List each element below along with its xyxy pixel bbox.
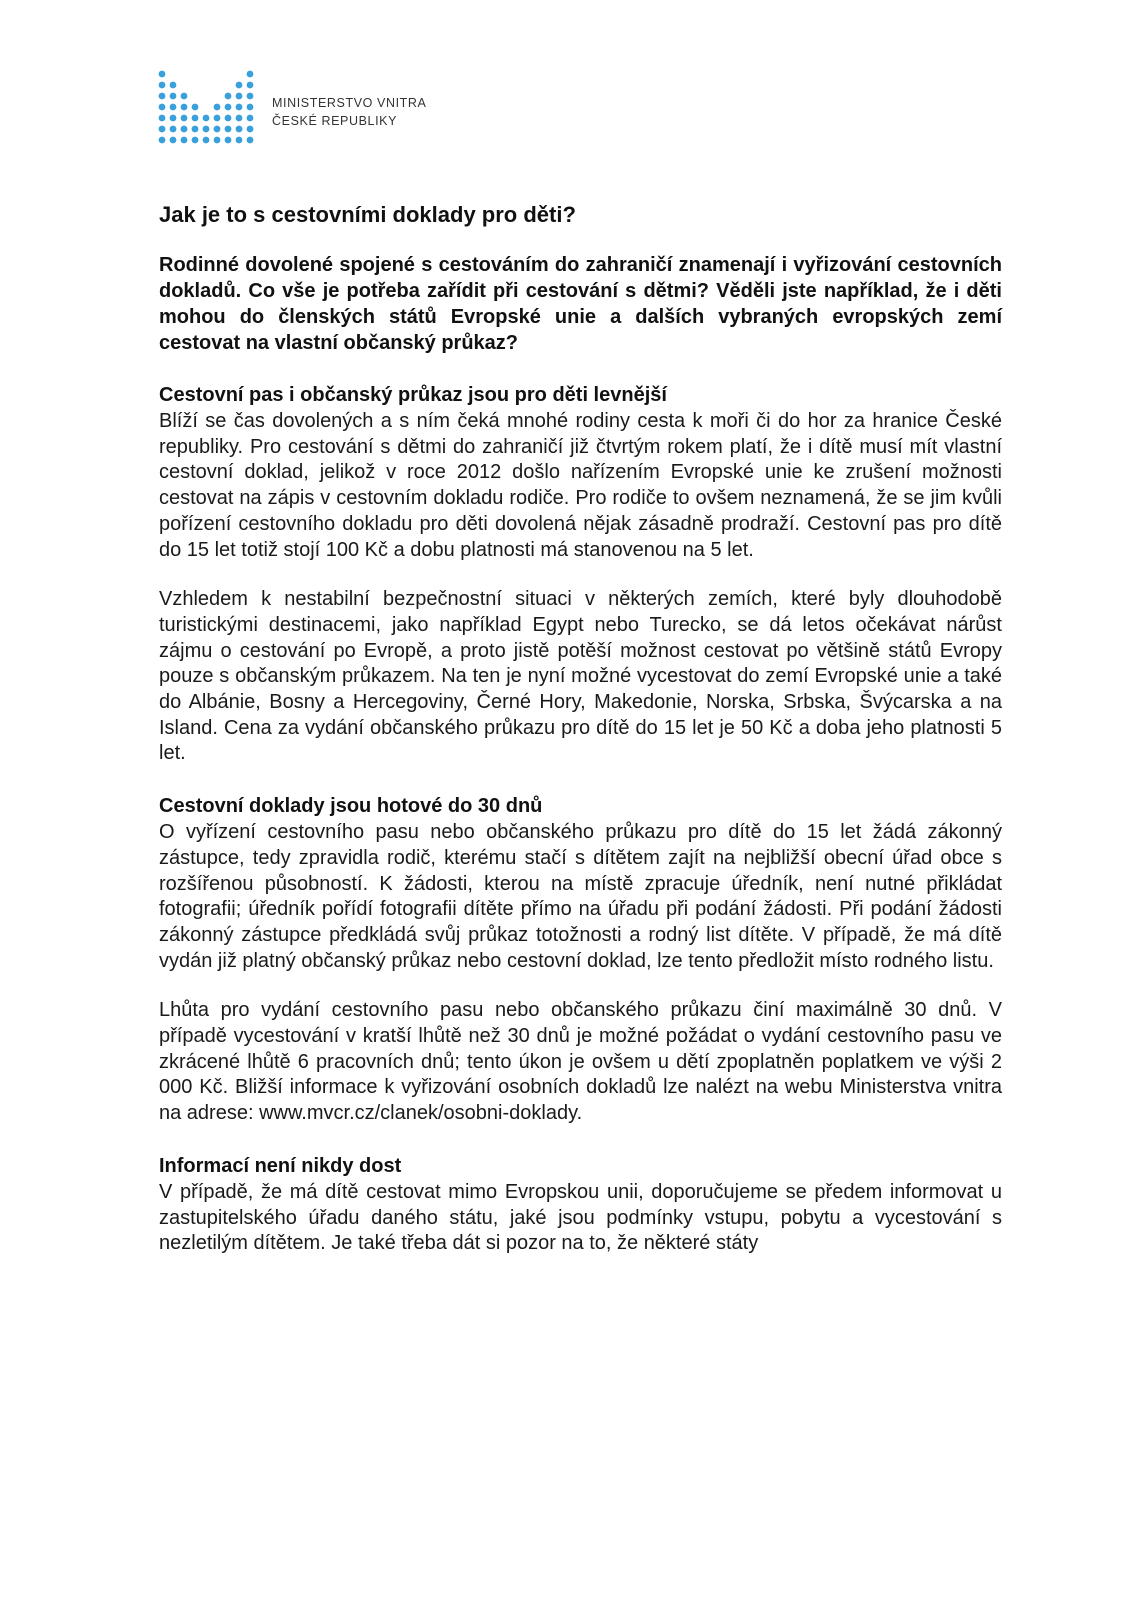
- lead-paragraph: Rodinné dovolené spojené s cestováním do zahraničí znamenají i vyřizování cestovních dokladů. Co vše je potřeba zařídit při cestování s dětmi? Věděli jste například, že i děti mohou do členských států Evropské unie a dalších vybraných evropských zemí cestovat na vlastní občanský průkaz?: [159, 254, 1002, 354]
- ministry-logo: [158, 64, 433, 148]
- logo-line-2: ČESKÉ REPUBLIKY: [272, 114, 398, 128]
- logo-dots-icon: [158, 64, 263, 148]
- logo-text: [272, 94, 426, 130]
- paragraph: Lhůta pro vydání cestovního pasu nebo občanského průkazu činí maximálně 30 dnů. V případě vycestování v kratší lhůtě než 30 dnů je možné požádat o vydání cestovního pasu ve zkrácené lhůtě 6 pracovních dnů; tento úkon je ovšem u dětí zpoplatněn poplatkem ve výši 2 000 Kč. Bližší informace k vyřizování osobních dokladů lze nalézt na webu Ministerstva vnitra na adrese: www.mvcr.cz/clanek/osobni-doklady.: [159, 999, 1002, 1125]
- paragraph: V případě, že má dítě cestovat mimo Evropskou unii, doporučujeme se předem informovat u zastupitelského úřadu daného státu, jaké jsou podmínky vstupu, pobytu a vycestování s nezletilým dítětem. Je také třeba dát si pozor na to, že některé státy: [159, 1180, 1002, 1255]
- section-heading: Informací není nikdy dost: [159, 1154, 402, 1177]
- paragraph: O vyřízení cestovního pasu nebo občanského průkazu pro dítě do 15 let žádá zákonný zástupce, tedy zpravidla rodič, kterému stačí s dítětem zajít na nejbližší obecní úřad obce s rozšířenou působností. K žádosti, kterou na místě zpracuje úředník, není nutné přikládat fotografii; úředník pořídí fotografii dítěte přímo na úřadu při podání žádosti. Při podání žádosti zákonný zástupce předkládá svůj průkaz totožnosti a rodný list dítěte. V případě, že má dítě vydán již platný občanský průkaz nebo cestovní doklad, lze tento předložit místo rodného listu.: [159, 821, 1002, 972]
- logo-line-1: MINISTERSTVO VNITRA: [272, 96, 427, 110]
- article: [159, 200, 1002, 1257]
- paragraph: Blíží se čas dovolených a s ním čeká mnohé rodiny cesta k moři či do hor za hranice České republiky. Pro cestování s dětmi do zahraničí již čtvrtým rokem platí, že i dítě musí mít vlastní cestovní doklad, jelikož v roce 2012 došlo nařízením Evropské unie ke zrušení možnosti cestovat na zápis v cestovním dokladu rodiče. Pro rodiče to ovšem neznamená, že se jim kvůli pořízení cestovního dokladu pro děti dovolená nějak zásadně prodraží. Cestovní pas pro dítě do 15 let totiž stojí 100 Kč a dobu platnosti má stanovenou na 5 let.: [159, 410, 1002, 561]
- page-title: Jak je to s cestovními doklady pro děti?: [159, 202, 576, 227]
- section-heading: Cestovní pas i občanský průkaz jsou pro děti levnější: [159, 384, 667, 406]
- paragraph: Vzhledem k nestabilní bezpečnostní situaci v některých zemích, které byly dlouhodobě turistickými destinacemi, jako například Egypt nebo Turecko, se dá letos očekávat nárůst zájmu o cestování po Evropě, a proto jistě potěší možnost cestovat po většině států Evropy pouze s občanským průkazem. Na ten je nyní možné vycestovat do zemí Evropské unie a také do Albánie, Bosny a Hercegoviny, Černé Hory, Makedonie, Norska, Srbska, Švýcarska a na Island. Cena za vydání občanského průkazu pro dítě do 15 let je 50 Kč a doba jeho platnosti 5 let.: [159, 588, 1002, 765]
- section-heading: Cestovní doklady jsou hotové do 30 dnů: [159, 795, 543, 818]
